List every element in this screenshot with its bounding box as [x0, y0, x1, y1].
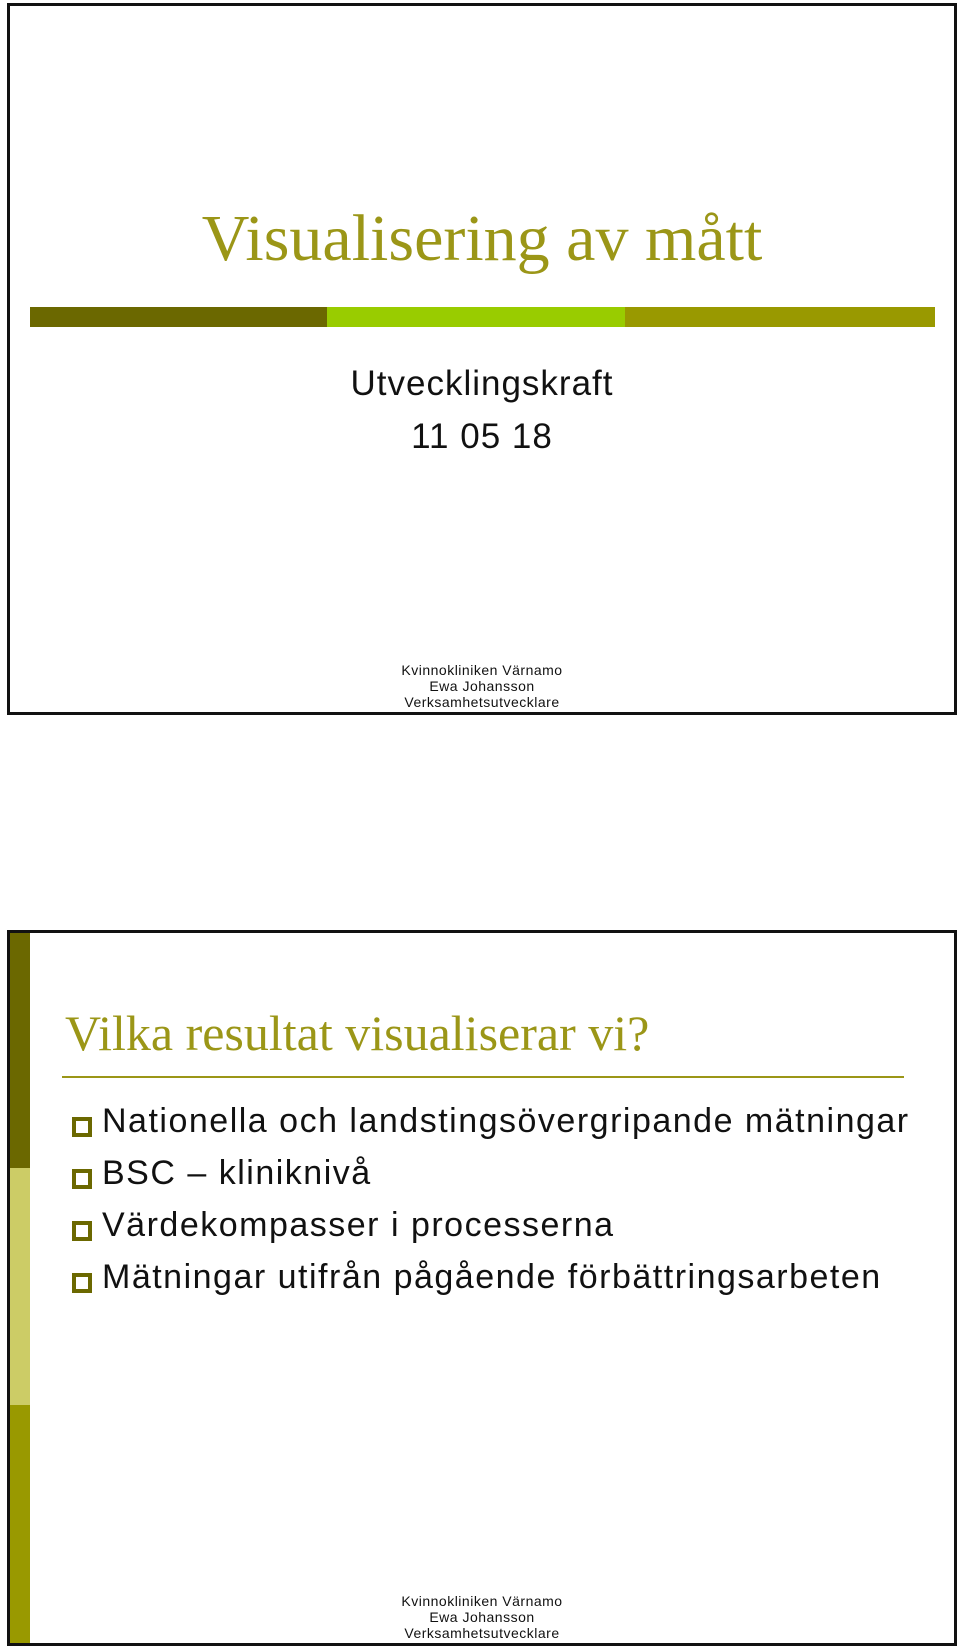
footer-author: Ewa Johansson — [429, 678, 535, 694]
title-bar-segment-green — [327, 307, 625, 327]
footer-author: Ewa Johansson — [429, 1609, 535, 1625]
sidebar-segment-light — [10, 1168, 30, 1405]
list-item-text: Nationella och landstingsövergripande mätningar — [102, 1102, 910, 1140]
list-item-text: Värdekompasser i processerna — [102, 1206, 615, 1244]
footer-role: Verksamhetsutvecklare — [404, 694, 560, 710]
title-underline — [62, 1076, 904, 1078]
title-bar-segment-dark — [30, 307, 327, 327]
slide-footer — [10, 1593, 954, 1641]
subtitle-date: 11 05 18 — [411, 416, 553, 456]
footer-role: Verksamhetsutvecklare — [404, 1625, 560, 1641]
title-bar-segment-olive — [625, 307, 935, 327]
footer-organization: Kvinnokliniken Värnamo — [401, 662, 563, 678]
list-item — [72, 1101, 922, 1141]
list-item-text: Mätningar utifrån pågående förbättringsarbeten — [102, 1258, 882, 1296]
hollow-square-bullet-icon — [72, 1169, 92, 1189]
subtitle-line: Utvecklingskraft — [350, 364, 614, 403]
slide-title: Visualisering av mått — [201, 202, 763, 275]
bullet-list — [72, 1101, 922, 1309]
hollow-square-bullet-icon — [72, 1221, 92, 1241]
list-item — [72, 1257, 922, 1297]
sidebar-segment-dark — [10, 933, 30, 1168]
slide-title: Vilka resultat visualiserar vi? — [65, 1005, 650, 1061]
hollow-square-bullet-icon — [72, 1273, 92, 1293]
hollow-square-bullet-icon — [72, 1117, 92, 1137]
list-item — [72, 1205, 922, 1245]
slide-footer — [10, 662, 954, 710]
slide-2 — [7, 930, 957, 1646]
footer-organization: Kvinnokliniken Värnamo — [401, 1593, 563, 1609]
slide-subtitle — [10, 358, 954, 463]
list-item-text: BSC – kliniknivå — [102, 1154, 372, 1192]
slide-1 — [7, 3, 957, 715]
list-item — [72, 1153, 922, 1193]
